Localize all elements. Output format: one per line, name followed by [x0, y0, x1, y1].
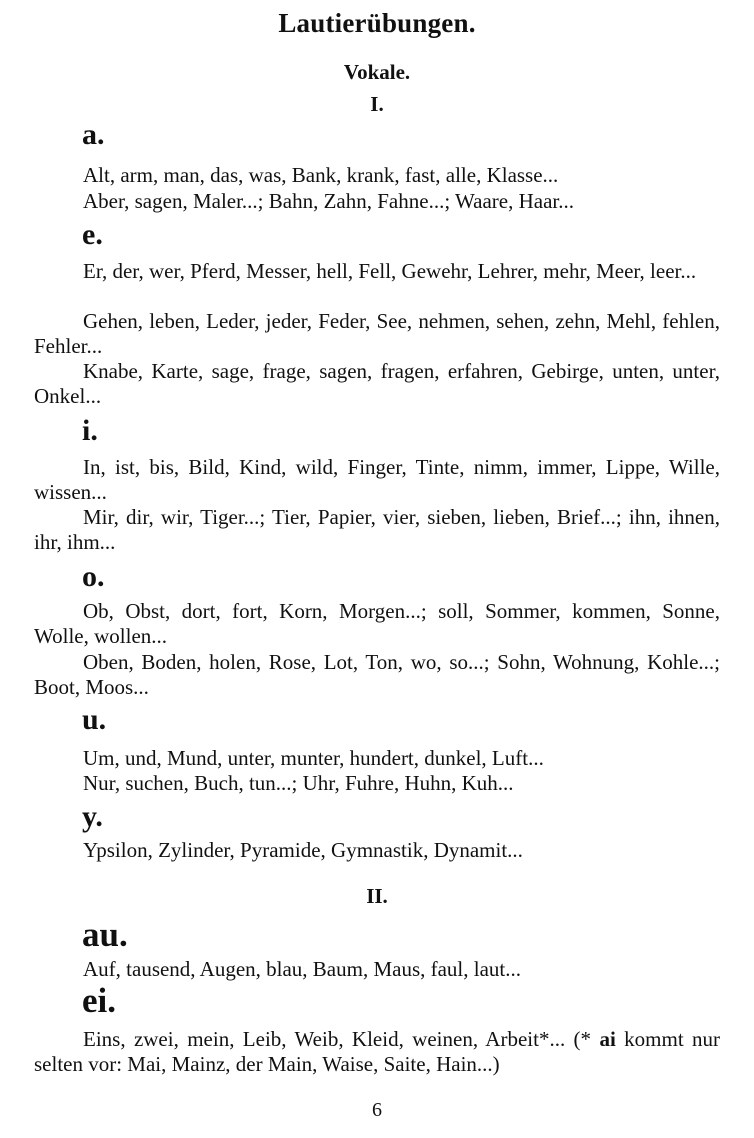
vowel-a-line-2: Aber, sagen, Maler...; Bahn, Zahn, Fahne...; Waare, Haar... [83, 189, 575, 213]
vowel-o-paragraph-1: Ob, Obst, dort, fort, Korn, Morgen...; soll, Sommer, kommen, Sonne, Wolle, wollen... [34, 599, 720, 648]
vowel-heading-e: e. [82, 218, 103, 251]
section-subtitle: Vokale. [343, 60, 411, 84]
diphthong-heading-au: au. [82, 915, 128, 954]
vowel-a-line-1: Alt, arm, man, das, was, Bank, krank, fast, alle, Klasse... [83, 163, 559, 187]
ei-text-before: Eins, zwei, mein, Leib, Weib, Kleid, weinen, Arbeit*... (* [83, 1027, 592, 1051]
page-number: 6 [372, 1099, 382, 1121]
vowel-heading-i: i. [82, 414, 98, 447]
diphthong-au-line-1: Auf, tausend, Augen, blau, Baum, Maus, faul, laut... [83, 957, 522, 981]
vowel-heading-a: a. [82, 118, 105, 151]
vowel-i-paragraph-2: Mir, dir, wir, Tiger...; Tier, Papier, vier, sieben, lieben, Brief...; ihn, ihnen, ihr, ihm... [34, 505, 720, 554]
diphthong-ei-paragraph [34, 1027, 720, 1077]
vowel-e-paragraph-1: Er, der, wer, Pferd, Messer, hell, Fell, Gewehr, Lehrer, mehr, Meer, leer... [83, 259, 697, 283]
page-title: Lautierübungen. [278, 8, 476, 38]
vowel-o-paragraph-2: Oben, Boden, holen, Rose, Lot, Ton, wo, so...; Sohn, Wohnung, Kohle...; Boot, Moos... [34, 650, 720, 699]
vowel-i-paragraph-1: In, ist, bis, Bild, Kind, wild, Finger, Tinte, nimm, immer, Lippe, Wille, wissen... [34, 455, 720, 504]
vowel-u-line-2: Nur, suchen, Buch, tun...; Uhr, Fuhre, Huhn, Kuh... [83, 771, 514, 795]
vowel-u-line-1: Um, und, Mund, unter, munter, hundert, dunkel, Luft... [83, 746, 544, 770]
vowel-e-paragraph-2: Gehen, leben, Leder, jeder, Feder, See, nehmen, sehen, zehn, Mehl, fehlen, Fehler... [34, 309, 720, 358]
ei-bold-word: ai [599, 1027, 616, 1051]
diphthong-heading-ei: ei. [82, 981, 117, 1020]
section-number-1: I. [370, 92, 384, 116]
vowel-heading-u: u. [82, 703, 107, 736]
vowel-heading-y: y. [82, 800, 103, 833]
vowel-e-paragraph-3: Knabe, Karte, sage, frage, sagen, fragen, erfahren, Gebirge, unten, unter, Onkel... [34, 359, 720, 408]
vowel-heading-o: o. [82, 560, 105, 593]
ei-text-after: kommt nur selten vor: Mai, Mainz, der Main, Waise, Saite, Hain...) [34, 1027, 721, 1076]
vowel-y-line-1: Ypsilon, Zylinder, Pyramide, Gymnastik, Dynamit... [83, 838, 523, 862]
section-number-2: II. [366, 884, 388, 908]
